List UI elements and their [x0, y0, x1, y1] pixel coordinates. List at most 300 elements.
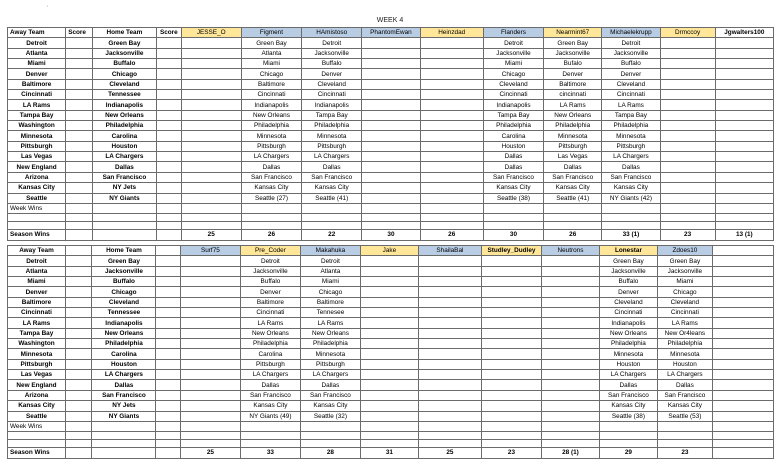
pick-cell[interactable] — [481, 328, 541, 338]
pick-cell[interactable]: Cleveland — [483, 79, 543, 89]
pick-cell[interactable]: Detroit — [300, 256, 360, 266]
pick-cell[interactable] — [541, 411, 599, 421]
pick-cell[interactable]: Cincinnati — [599, 308, 657, 318]
pick-cell[interactable] — [362, 152, 420, 162]
pick-cell[interactable] — [181, 100, 241, 110]
pick-cell[interactable]: Seattle (38) — [483, 193, 543, 203]
pick-cell[interactable]: Green Bay — [544, 38, 602, 48]
score-cell[interactable] — [66, 38, 93, 48]
week-wins-cell[interactable] — [483, 203, 543, 213]
pick-cell[interactable] — [420, 162, 483, 172]
pick-cell[interactable] — [420, 90, 483, 100]
pick-cell[interactable]: Seattle (32) — [300, 411, 360, 421]
pick-cell[interactable]: Tampa Bay — [302, 110, 362, 120]
pick-cell[interactable] — [420, 38, 483, 48]
pick-cell[interactable] — [481, 390, 541, 400]
pick-cell[interactable]: Dallas — [657, 380, 712, 390]
pick-cell[interactable]: San Francisco — [544, 172, 602, 182]
pick-cell[interactable]: Philadelphia — [599, 339, 657, 349]
pick-cell[interactable]: Detroit — [483, 38, 543, 48]
score-cell[interactable] — [65, 370, 91, 380]
pick-cell[interactable] — [541, 339, 599, 349]
pick-cell[interactable] — [541, 266, 599, 276]
pick-cell[interactable]: NY Giants (42) — [602, 193, 660, 203]
score-cell[interactable] — [66, 121, 93, 131]
pick-cell[interactable] — [660, 193, 715, 203]
pick-cell[interactable] — [181, 172, 241, 182]
pick-cell[interactable]: New Orleans — [544, 110, 602, 120]
pick-cell[interactable] — [181, 141, 241, 151]
pick-cell[interactable] — [481, 308, 541, 318]
pick-cell[interactable] — [481, 297, 541, 307]
pick-cell[interactable] — [362, 193, 420, 203]
pick-cell[interactable]: Cincinnati — [240, 308, 300, 318]
week-wins-cell[interactable] — [602, 203, 660, 213]
pick-cell[interactable]: Cincinnati — [241, 90, 301, 100]
pick-cell[interactable]: Detroit — [302, 38, 362, 48]
score-cell[interactable] — [156, 349, 180, 359]
score-cell[interactable] — [157, 141, 182, 151]
pick-cell[interactable]: Atlanta — [241, 48, 301, 58]
pick-cell[interactable] — [360, 349, 418, 359]
pick-cell[interactable]: Tampa Bay — [483, 110, 543, 120]
score-cell[interactable] — [65, 339, 91, 349]
pick-cell[interactable]: Philadelphia — [300, 339, 360, 349]
week-wins-cell[interactable] — [660, 203, 715, 213]
pick-cell[interactable] — [481, 256, 541, 266]
pick-cell[interactable] — [362, 100, 420, 110]
pick-cell[interactable]: Detroit — [240, 256, 300, 266]
score-cell[interactable] — [66, 48, 93, 58]
pick-cell[interactable] — [420, 152, 483, 162]
pick-cell[interactable] — [180, 359, 240, 369]
score-cell[interactable] — [156, 390, 180, 400]
pick-cell[interactable] — [418, 266, 481, 276]
pick-cell[interactable]: Pittsburgh — [300, 359, 360, 369]
pick-cell[interactable]: Miami — [483, 59, 543, 69]
pick-cell[interactable] — [715, 121, 773, 131]
pick-cell[interactable] — [715, 38, 773, 48]
pick-cell[interactable] — [660, 110, 715, 120]
pick-cell[interactable] — [418, 370, 481, 380]
pick-cell[interactable] — [360, 266, 418, 276]
pick-cell[interactable] — [541, 308, 599, 318]
pick-cell[interactable]: Carolina — [240, 349, 300, 359]
pick-cell[interactable]: Seattle (27) — [241, 193, 301, 203]
pick-cell[interactable] — [360, 256, 418, 266]
pick-cell[interactable]: Detroit — [602, 38, 660, 48]
pick-cell[interactable] — [660, 131, 715, 141]
pick-cell[interactable] — [420, 193, 483, 203]
pick-cell[interactable]: Philadelphia — [657, 339, 712, 349]
pick-cell[interactable] — [541, 328, 599, 338]
pick-cell[interactable]: Pittsburgh — [240, 359, 300, 369]
pick-cell[interactable]: Jacksonville — [599, 266, 657, 276]
pick-cell[interactable] — [180, 277, 240, 287]
pick-cell[interactable] — [660, 100, 715, 110]
pick-cell[interactable] — [181, 121, 241, 131]
pick-cell[interactable]: Kansas City — [544, 183, 602, 193]
pick-cell[interactable]: LA Rams — [240, 318, 300, 328]
pick-cell[interactable]: Dallas — [483, 152, 543, 162]
pick-cell[interactable]: LA Rams — [300, 318, 360, 328]
pick-cell[interactable]: Atlanta — [300, 266, 360, 276]
week-wins-cell[interactable] — [715, 203, 773, 213]
pick-cell[interactable] — [420, 59, 483, 69]
pick-cell[interactable] — [715, 162, 773, 172]
pick-cell[interactable]: Buffalo — [240, 277, 300, 287]
score-cell[interactable] — [66, 183, 93, 193]
pick-cell[interactable] — [362, 69, 420, 79]
pick-cell[interactable] — [360, 287, 418, 297]
score-cell[interactable] — [65, 277, 91, 287]
pick-cell[interactable]: Kansas City — [483, 183, 543, 193]
pick-cell[interactable] — [360, 328, 418, 338]
pick-cell[interactable] — [541, 359, 599, 369]
pick-cell[interactable]: Kansas City — [302, 183, 362, 193]
pick-cell[interactable]: Minnesota — [300, 349, 360, 359]
score-cell[interactable] — [156, 297, 180, 307]
pick-cell[interactable]: Houston — [483, 141, 543, 151]
pick-cell[interactable]: San Francisco — [599, 390, 657, 400]
pick-cell[interactable]: Seattle (41) — [544, 193, 602, 203]
pick-cell[interactable] — [715, 79, 773, 89]
pick-cell[interactable] — [181, 183, 241, 193]
pick-cell[interactable]: Green Bay — [241, 38, 301, 48]
pick-cell[interactable]: Cleveland — [657, 297, 712, 307]
pick-cell[interactable]: Jacksonville — [302, 48, 362, 58]
pick-cell[interactable] — [420, 131, 483, 141]
pick-cell[interactable]: Cincinnati — [483, 90, 543, 100]
pick-cell[interactable] — [181, 90, 241, 100]
score-cell[interactable] — [157, 162, 182, 172]
pick-cell[interactable] — [418, 308, 481, 318]
pick-cell[interactable]: San Francisco — [657, 390, 712, 400]
pick-cell[interactable]: LA Chargers — [599, 370, 657, 380]
score-cell[interactable] — [156, 359, 180, 369]
pick-cell[interactable] — [541, 370, 599, 380]
pick-cell[interactable] — [660, 69, 715, 79]
pick-cell[interactable] — [418, 339, 481, 349]
pick-cell[interactable] — [660, 152, 715, 162]
score-cell[interactable] — [66, 69, 93, 79]
score-cell[interactable] — [156, 266, 180, 276]
pick-cell[interactable]: Jacksonville — [483, 48, 543, 58]
pick-cell[interactable] — [715, 131, 773, 141]
pick-cell[interactable]: Baltimore — [544, 79, 602, 89]
score-cell[interactable] — [66, 172, 93, 182]
score-cell[interactable] — [157, 79, 182, 89]
pick-cell[interactable] — [180, 401, 240, 411]
pick-cell[interactable]: Indianapolis — [483, 100, 543, 110]
pick-cell[interactable] — [541, 401, 599, 411]
score-cell[interactable] — [65, 390, 91, 400]
pick-cell[interactable] — [660, 172, 715, 182]
pick-cell[interactable]: Cincinnati — [302, 90, 362, 100]
pick-cell[interactable]: Indianapolis — [599, 318, 657, 328]
pick-cell[interactable] — [360, 308, 418, 318]
score-cell[interactable] — [66, 193, 93, 203]
pick-cell[interactable]: New Orleans — [241, 110, 301, 120]
pick-cell[interactable]: Cleveland — [599, 297, 657, 307]
pick-cell[interactable]: Denver — [602, 69, 660, 79]
pick-cell[interactable] — [360, 277, 418, 287]
week-wins-cell[interactable] — [420, 203, 483, 213]
pick-cell[interactable] — [541, 297, 599, 307]
pick-cell[interactable]: Dallas — [602, 162, 660, 172]
pick-cell[interactable] — [180, 287, 240, 297]
pick-cell[interactable] — [660, 59, 715, 69]
pick-cell[interactable]: Chicago — [657, 287, 712, 297]
pick-cell[interactable] — [181, 79, 241, 89]
pick-cell[interactable] — [181, 48, 241, 58]
pick-cell[interactable]: New Orleans — [599, 328, 657, 338]
score-cell[interactable] — [65, 308, 91, 318]
pick-cell[interactable]: Houston — [599, 359, 657, 369]
pick-cell[interactable] — [362, 141, 420, 151]
pick-cell[interactable] — [181, 152, 241, 162]
pick-cell[interactable] — [481, 359, 541, 369]
pick-cell[interactable] — [715, 110, 773, 120]
pick-cell[interactable]: New Or4leans — [657, 328, 712, 338]
pick-cell[interactable]: Philadelphia — [483, 121, 543, 131]
pick-cell[interactable] — [181, 131, 241, 141]
pick-cell[interactable]: Miami — [241, 59, 301, 69]
pick-cell[interactable]: Seattle (53) — [657, 411, 712, 421]
pick-cell[interactable] — [715, 100, 773, 110]
pick-cell[interactable]: San Francisco — [241, 172, 301, 182]
pick-cell[interactable]: Pittsburgh — [241, 141, 301, 151]
pick-cell[interactable] — [418, 401, 481, 411]
pick-cell[interactable]: Cleveland — [602, 79, 660, 89]
pick-cell[interactable]: Cincinnati — [657, 308, 712, 318]
score-cell[interactable] — [65, 266, 91, 276]
pick-cell[interactable] — [181, 59, 241, 69]
score-cell[interactable] — [156, 287, 180, 297]
pick-cell[interactable]: Kansas City — [657, 401, 712, 411]
score-cell[interactable] — [66, 90, 93, 100]
score-cell[interactable] — [156, 308, 180, 318]
pick-cell[interactable] — [360, 297, 418, 307]
pick-cell[interactable] — [420, 100, 483, 110]
pick-cell[interactable]: Denver — [599, 287, 657, 297]
score-cell[interactable] — [157, 38, 182, 48]
pick-cell[interactable] — [362, 90, 420, 100]
pick-cell[interactable]: Minnesota — [599, 349, 657, 359]
pick-cell[interactable] — [362, 131, 420, 141]
score-cell[interactable] — [66, 79, 93, 89]
score-cell[interactable] — [157, 90, 182, 100]
pick-cell[interactable] — [481, 287, 541, 297]
pick-cell[interactable]: Dallas — [300, 380, 360, 390]
pick-cell[interactable] — [180, 256, 240, 266]
pick-cell[interactable] — [180, 411, 240, 421]
pick-cell[interactable]: New Orleans — [300, 328, 360, 338]
week-wins-cell[interactable] — [180, 421, 240, 431]
pick-cell[interactable]: Pittsburgh — [602, 141, 660, 151]
pick-cell[interactable] — [362, 183, 420, 193]
pick-cell[interactable]: Philadelphia — [302, 121, 362, 131]
pick-cell[interactable]: Seattle (41) — [302, 193, 362, 203]
score-cell[interactable] — [156, 318, 180, 328]
score-cell[interactable] — [66, 141, 93, 151]
pick-cell[interactable]: Indianapolis — [241, 100, 301, 110]
pick-cell[interactable]: Jacksonville — [544, 48, 602, 58]
pick-cell[interactable] — [418, 411, 481, 421]
pick-cell[interactable] — [420, 69, 483, 79]
pick-cell[interactable]: LA Chargers — [602, 152, 660, 162]
pick-cell[interactable] — [362, 162, 420, 172]
pick-cell[interactable]: cincinnati — [544, 90, 602, 100]
score-cell[interactable] — [157, 193, 182, 203]
pick-cell[interactable]: LA Rams — [602, 100, 660, 110]
pick-cell[interactable] — [362, 110, 420, 120]
score-cell[interactable] — [157, 131, 182, 141]
pick-cell[interactable]: Denver — [302, 69, 362, 79]
pick-cell[interactable]: Cleveland — [302, 79, 362, 89]
pick-cell[interactable]: Jacksonville — [657, 266, 712, 276]
score-cell[interactable] — [66, 131, 93, 141]
pick-cell[interactable] — [420, 141, 483, 151]
pick-cell[interactable]: Baltimore — [240, 297, 300, 307]
week-wins-cell[interactable] — [544, 203, 602, 213]
pick-cell[interactable] — [715, 141, 773, 151]
pick-cell[interactable] — [181, 162, 241, 172]
pick-cell[interactable] — [481, 370, 541, 380]
pick-cell[interactable] — [360, 390, 418, 400]
pick-cell[interactable]: Kansas City — [599, 401, 657, 411]
pick-cell[interactable] — [360, 370, 418, 380]
pick-cell[interactable] — [180, 266, 240, 276]
pick-cell[interactable]: Baltimore — [300, 297, 360, 307]
pick-cell[interactable]: Carolina — [483, 131, 543, 141]
pick-cell[interactable]: Dallas — [483, 162, 543, 172]
pick-cell[interactable] — [715, 193, 773, 203]
pick-cell[interactable] — [715, 59, 773, 69]
pick-cell[interactable]: San Francisco — [483, 172, 543, 182]
pick-cell[interactable]: Seattle (38) — [599, 411, 657, 421]
pick-cell[interactable]: Tennesee — [300, 308, 360, 318]
pick-cell[interactable]: Philadelphia — [241, 121, 301, 131]
pick-cell[interactable] — [418, 359, 481, 369]
pick-cell[interactable] — [715, 48, 773, 58]
score-cell[interactable] — [65, 401, 91, 411]
pick-cell[interactable] — [418, 318, 481, 328]
pick-cell[interactable]: Kansas City — [300, 401, 360, 411]
pick-cell[interactable] — [180, 297, 240, 307]
pick-cell[interactable] — [660, 162, 715, 172]
pick-cell[interactable]: Chicago — [483, 69, 543, 79]
pick-cell[interactable]: Minnesota — [302, 131, 362, 141]
pick-cell[interactable] — [481, 411, 541, 421]
score-cell[interactable] — [65, 328, 91, 338]
pick-cell[interactable]: Denver — [544, 69, 602, 79]
pick-cell[interactable] — [360, 401, 418, 411]
week-wins-cell[interactable] — [302, 203, 362, 213]
pick-cell[interactable]: LA Chargers — [240, 370, 300, 380]
pick-cell[interactable]: Buffalo — [599, 277, 657, 287]
pick-cell[interactable] — [180, 390, 240, 400]
pick-cell[interactable] — [660, 183, 715, 193]
pick-cell[interactable]: LA Rams — [657, 318, 712, 328]
pick-cell[interactable] — [418, 349, 481, 359]
score-cell[interactable] — [66, 59, 93, 69]
pick-cell[interactable]: LA Rams — [544, 100, 602, 110]
pick-cell[interactable]: NY Giants (49) — [240, 411, 300, 421]
pick-cell[interactable] — [360, 339, 418, 349]
pick-cell[interactable]: Kansas City — [602, 183, 660, 193]
score-cell[interactable] — [65, 359, 91, 369]
score-cell[interactable] — [65, 318, 91, 328]
pick-cell[interactable] — [362, 38, 420, 48]
pick-cell[interactable]: Pittsburgh — [302, 141, 362, 151]
pick-cell[interactable]: LA Chargers — [657, 370, 712, 380]
pick-cell[interactable] — [660, 79, 715, 89]
score-cell[interactable] — [156, 411, 180, 421]
pick-cell[interactable] — [541, 287, 599, 297]
score-cell[interactable] — [65, 287, 91, 297]
pick-cell[interactable] — [181, 69, 241, 79]
pick-cell[interactable] — [481, 266, 541, 276]
pick-cell[interactable] — [481, 401, 541, 411]
pick-cell[interactable] — [181, 38, 241, 48]
pick-cell[interactable] — [180, 339, 240, 349]
score-cell[interactable] — [65, 256, 91, 266]
week-wins-cell[interactable] — [481, 421, 541, 431]
pick-cell[interactable]: LA Chargers — [300, 370, 360, 380]
week-wins-cell[interactable] — [181, 203, 241, 213]
pick-cell[interactable] — [420, 48, 483, 58]
score-cell[interactable] — [66, 152, 93, 162]
pick-cell[interactable] — [660, 141, 715, 151]
pick-cell[interactable] — [481, 380, 541, 390]
score-cell[interactable] — [156, 256, 180, 266]
pick-cell[interactable] — [660, 90, 715, 100]
pick-cell[interactable]: Houston — [657, 359, 712, 369]
score-cell[interactable] — [65, 411, 91, 421]
pick-cell[interactable]: Denver — [240, 287, 300, 297]
pick-cell[interactable] — [418, 256, 481, 266]
pick-cell[interactable] — [420, 121, 483, 131]
score-cell[interactable] — [156, 328, 180, 338]
pick-cell[interactable] — [715, 69, 773, 79]
pick-cell[interactable] — [715, 152, 773, 162]
pick-cell[interactable]: Philadelphia — [544, 121, 602, 131]
pick-cell[interactable]: Dallas — [544, 162, 602, 172]
pick-cell[interactable] — [180, 349, 240, 359]
score-cell[interactable] — [157, 121, 182, 131]
pick-cell[interactable]: Jacksonville — [602, 48, 660, 58]
week-wins-cell[interactable] — [240, 421, 300, 431]
score-cell[interactable] — [157, 48, 182, 58]
score-cell[interactable] — [65, 297, 91, 307]
score-cell[interactable] — [156, 339, 180, 349]
pick-cell[interactable] — [660, 121, 715, 131]
pick-cell[interactable]: Kansas City — [241, 183, 301, 193]
pick-cell[interactable]: San Francisco — [302, 172, 362, 182]
week-wins-cell[interactable] — [657, 421, 712, 431]
pick-cell[interactable]: Minnesota — [544, 131, 602, 141]
pick-cell[interactable]: Kansas City — [240, 401, 300, 411]
pick-cell[interactable] — [541, 380, 599, 390]
pick-cell[interactable] — [541, 349, 599, 359]
pick-cell[interactable]: Buffalo — [302, 59, 362, 69]
pick-cell[interactable] — [362, 48, 420, 58]
pick-cell[interactable]: Buffalo — [602, 59, 660, 69]
pick-cell[interactable] — [180, 370, 240, 380]
pick-cell[interactable] — [481, 349, 541, 359]
pick-cell[interactable] — [418, 297, 481, 307]
